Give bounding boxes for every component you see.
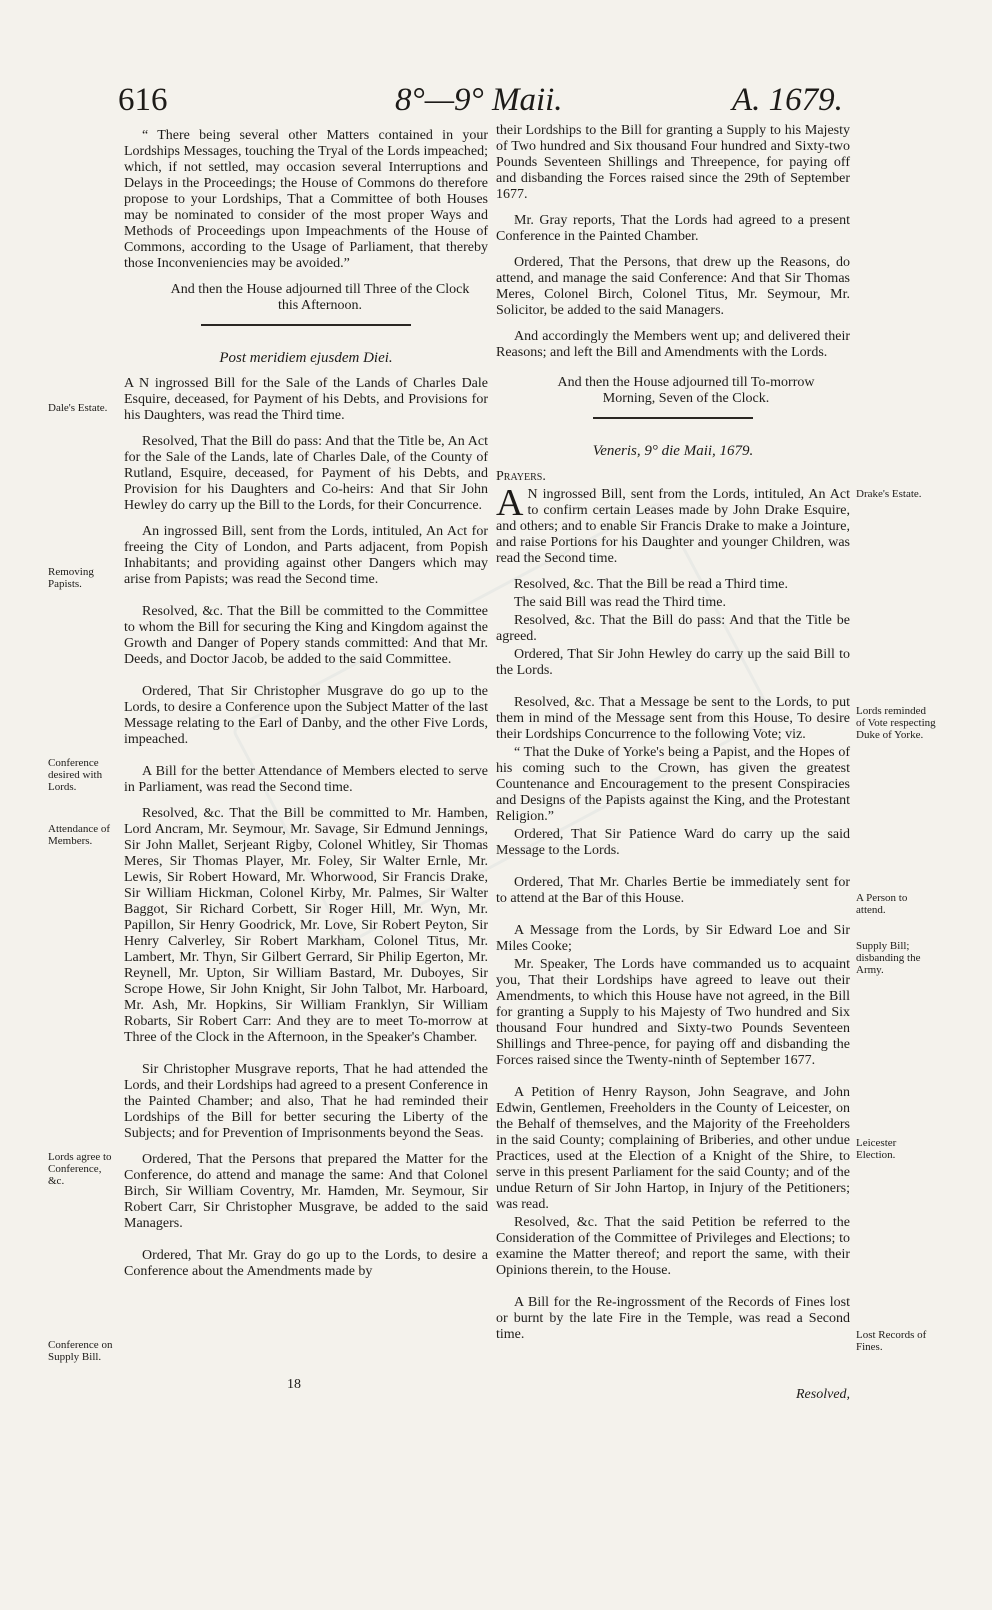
paragraph: And then the House adjourned till To-morrow Morning, Seven of the Clock. bbox=[557, 375, 815, 406]
section-heading: Veneris, 9° die Maii, 1679. bbox=[592, 443, 754, 459]
margin-note: Lords reminded of Vote respecting Duke of Yorke. bbox=[856, 705, 936, 741]
margin-note: Lords agree to Conference, &c. bbox=[48, 1151, 112, 1187]
paragraph-text: N ingrossed Bill, sent from the Lords, intituled, An Act to confirm certain Leases made by John Drake Esquire, and others; and to enable Sir Francis Drake to make a Jointure, and raise Portions for his Daughter and younger Children, was read the Second time. bbox=[496, 487, 850, 566]
paragraph: And then the House adjourned till Three of the Clock this Afternoon. bbox=[170, 282, 470, 313]
paragraph: A Bill for the Re-ingrossment of the Records of Fines lost or burnt by the late Fire in the Temple, was read a Second time. bbox=[496, 1295, 850, 1342]
margin-note: Removing Papists. bbox=[48, 566, 94, 590]
margin-note: Dale's Estate. bbox=[48, 402, 108, 414]
margin-note: Conference desired with Lords. bbox=[48, 757, 103, 793]
page-number: 616 bbox=[118, 82, 168, 118]
paragraph: Resolved, &c. That the Bill do pass: And that the Title be agreed. bbox=[496, 613, 850, 644]
margin-note: Leicester Election. bbox=[856, 1137, 897, 1161]
page-year: A. 1679. bbox=[732, 82, 843, 118]
paragraph: their Lordships to the Bill for granting a Supply to his Majesty of Two hundred and Six thousand Four hundred and Sixty-two Pounds Seventeen Shillings and Threepence, for paying off and disbanding the Forces raised since the 29th of September 1677. bbox=[496, 123, 850, 202]
paragraph: Ordered, That Mr. Charles Bertie be immediately sent for to attend at the Bar of this House. bbox=[496, 875, 850, 906]
paragraph bbox=[496, 482, 850, 567]
paragraph: Ordered, That Sir Patience Ward do carry up the said Message to the Lords. bbox=[496, 827, 850, 858]
page-date-heading: 8°—9° Maii. bbox=[395, 82, 563, 118]
paragraph: Resolved, &c. That the Bill be committed to the Committee to whom the Bill for securing the King and Kingdom against the Growth and Danger of Popery stands committed: And that Mr. Deeds, and Doctor Jacob, be added to the said Committee. bbox=[124, 604, 488, 667]
paragraph: Ordered, That the Persons, that drew up the Reasons, do attend, and manage the said Conference: And that Sir Thomas Meres, Colonel Birch, Colonel Titus, Mr. Seymour, Mr. Solicitor, be added to the said Managers. bbox=[496, 255, 850, 318]
right-column bbox=[496, 123, 850, 1353]
margin-note: Attendance of Members. bbox=[48, 823, 110, 847]
drop-cap: A bbox=[496, 482, 524, 524]
signature-mark: 18 bbox=[287, 1377, 301, 1392]
catchword: Resolved, bbox=[796, 1387, 851, 1402]
paragraph: Resolved, That the Bill do pass: And that the Title be, An Act for the Sale of the Lands, late of Charles Dale, of the County of Rutland, Esquire, deceased, for Payment of his Debts, and Provision for his Daughters and Co-heirs: And that Sir John Hewley do carry up the Bill to the Lords, for their Concurrence. bbox=[124, 434, 488, 513]
section-heading: Post meridiem ejusdem Diei. bbox=[219, 350, 393, 366]
margin-note: A Person to attend. bbox=[856, 892, 908, 916]
paragraph: An ingrossed Bill, sent from the Lords, intituled, An Act for freeing the City of London, and Parts adjacent, from Popish Inhabitants; and providing against other Dangers which may arise from Papists; was read the Second time. bbox=[124, 524, 488, 587]
paragraph: Mr. Gray reports, That the Lords had agreed to a present Conference in the Painted Chamber. bbox=[496, 213, 850, 244]
left-column bbox=[124, 128, 488, 1290]
paragraph: Sir Christopher Musgrave reports, That he had attended the Lords, and their Lordships had agreed to a present Conference in the Painted Chamber; and also, That he had reminded their Lordships of the Bill for better securing the Liberty of the Subjects; and for Prevention of Imprisonments beyond the Seas. bbox=[124, 1062, 488, 1141]
paragraph: A Message from the Lords, by Sir Edward Loe and Sir Miles Cooke; bbox=[496, 923, 850, 954]
paragraph: A Bill for the better Attendance of Members elected to serve in Parliament, was read the Second time. bbox=[124, 764, 488, 795]
paragraph: “ That the Duke of Yorke's being a Papist, and the Hopes of his coming such to the Crown, has given the greatest Countenance and Encouragement to the present Conspiracies and Designs of the Papists against the King, and the Protestant Religion.” bbox=[496, 745, 850, 824]
paragraph: Ordered, That Sir Christopher Musgrave do go up to the Lords, to desire a Conference upon the Subject Matter of the last Message relating to the Earl of Danby, and the other Five Lords, impeached. bbox=[124, 684, 488, 747]
paragraph: Resolved, &c. That the Bill be committed to Mr. Hamben, Lord Ancram, Mr. Seymour, Mr. Savage, Sir Edmund Jennings, Sir John Mallet, Serjeant Rigby, Colonel Whitley, Sir Thomas Meres, Sir Thomas Player, Mr. Foley, Sir Walter Ernle, Mr. Lewis, Sir Robert Howard, Mr. Whorwood, Sir Francis Drake, Sir William Hickman, Colonel Kirby, Mr. Palmes, Sir Walter Baggot, Sir Richard Corbett, Sir Roger Hill, Mr. Wyn, Mr. Papillon, Sir Henry Goodrick, Mr. Love, Sir Robert Peyton, Sir Henry Calverley, Sir Robert Markham, Colonel Titus, Mr. Lambert, Mr. Thyn, Sir Gilbert Gerrard, Sir Philip Egerton, Mr. Reynell, Mr. Upton, Sir William Bastard, Mr. Duboyes, Sir Scrope Howe, Sir John Knight, Sir John Talbot, Mr. Harboard, Mr. Ash, Mr. Hopkins, Sir William Franklyn, Sir William Robarts, Sir Robert Carr: And they are to meet To-morrow at Three of the Clock in the Afternoon, in the Speaker's Chamber. bbox=[124, 806, 488, 1045]
margin-note: Lost Records of Fines. bbox=[856, 1329, 927, 1353]
paragraph: A Petition of Henry Rayson, John Seagrave, and John Edwin, Gentlemen, Freeholders in the County of Leicester, on the Behalf of themselves, and the Majority of the Freeholders in the said County; complaining of Briberies, and other undue Practices, used at the Election of a Knight of the Shire, to serve in this present Parliament for the said County; and of the undue Return of Sir John Hartop, in Injury of the Petitioners; was read. bbox=[496, 1085, 850, 1212]
paragraph: Resolved, &c. That a Message be sent to the Lords, to put them in mind of the Message sent from this House, To desire their Lordships Concurrence to the following Vote; viz. bbox=[496, 695, 850, 742]
margin-note: Supply Bill; disbanding the Army. bbox=[856, 940, 921, 976]
prayers-label: Prayers. bbox=[496, 469, 546, 484]
paragraph: Ordered, That Mr. Gray do go up to the Lords, to desire a Conference about the Amendments made by bbox=[124, 1248, 488, 1279]
paragraph: Resolved, &c. That the said Petition be referred to the Consideration of the Committee of Privileges and Elections; to examine the Matter thereof; and report the same, with their Opinions therein, to the House. bbox=[496, 1215, 850, 1278]
paragraph: Ordered, That Sir John Hewley do carry up the said Bill to the Lords. bbox=[496, 647, 850, 678]
paragraph: Resolved, &c. That the Bill be read a Third time. bbox=[514, 577, 788, 592]
paragraph: Ordered, That the Persons that prepared the Matter for the Conference, do attend and manage the same: And that Colonel Birch, Sir William Coventry, Mr. Hamden, Mr. Seymour, Sir Robert Carr, Sir Christopher Musgrave, be added to the said Managers. bbox=[124, 1152, 488, 1231]
paragraph: “ There being several other Matters contained in your Lordships Messages, touching the Tryal of the Lords impeached; which, if not settled, may occasion several Interruptions and Delays in the Proceedings; the House of Commons do therefore propose to your Lordships, That a Committee of both Houses may be nominated to consider of the most proper Ways and Methods of Proceedings upon Impeachments of the House of Commons, according to the Usage of Parliament, that thereby those Inconveniencies may be avoided.” bbox=[124, 128, 488, 271]
paragraph: Mr. Speaker, The Lords have commanded us to acquaint you, That their Lordships have agreed to leave out their Amendments, to which this House have not agreed, in the Bill for granting a Supply to his Majesty of Two hundred and Six thousand Four hundred and Sixty-two Pounds Seventeen Shillings and Three-pence, for paying off and disbanding the Forces raised since the Twenty-ninth of September 1677. bbox=[496, 957, 850, 1068]
margin-note: Drake's Estate. bbox=[856, 488, 922, 500]
margin-note: Conference on Supply Bill. bbox=[48, 1339, 113, 1363]
paragraph: And accordingly the Members went up; and delivered their Reasons; and left the Bill and Amendments with the Lords. bbox=[496, 329, 850, 360]
divider bbox=[201, 324, 411, 326]
divider bbox=[593, 417, 753, 419]
paragraph: The said Bill was read the Third time. bbox=[514, 595, 727, 610]
paragraph: A N ingrossed Bill for the Sale of the Lands of Charles Dale Esquire, deceased, for Payment of his Debts, and Provisions for his Daughters, was read the Third time. bbox=[124, 376, 488, 423]
